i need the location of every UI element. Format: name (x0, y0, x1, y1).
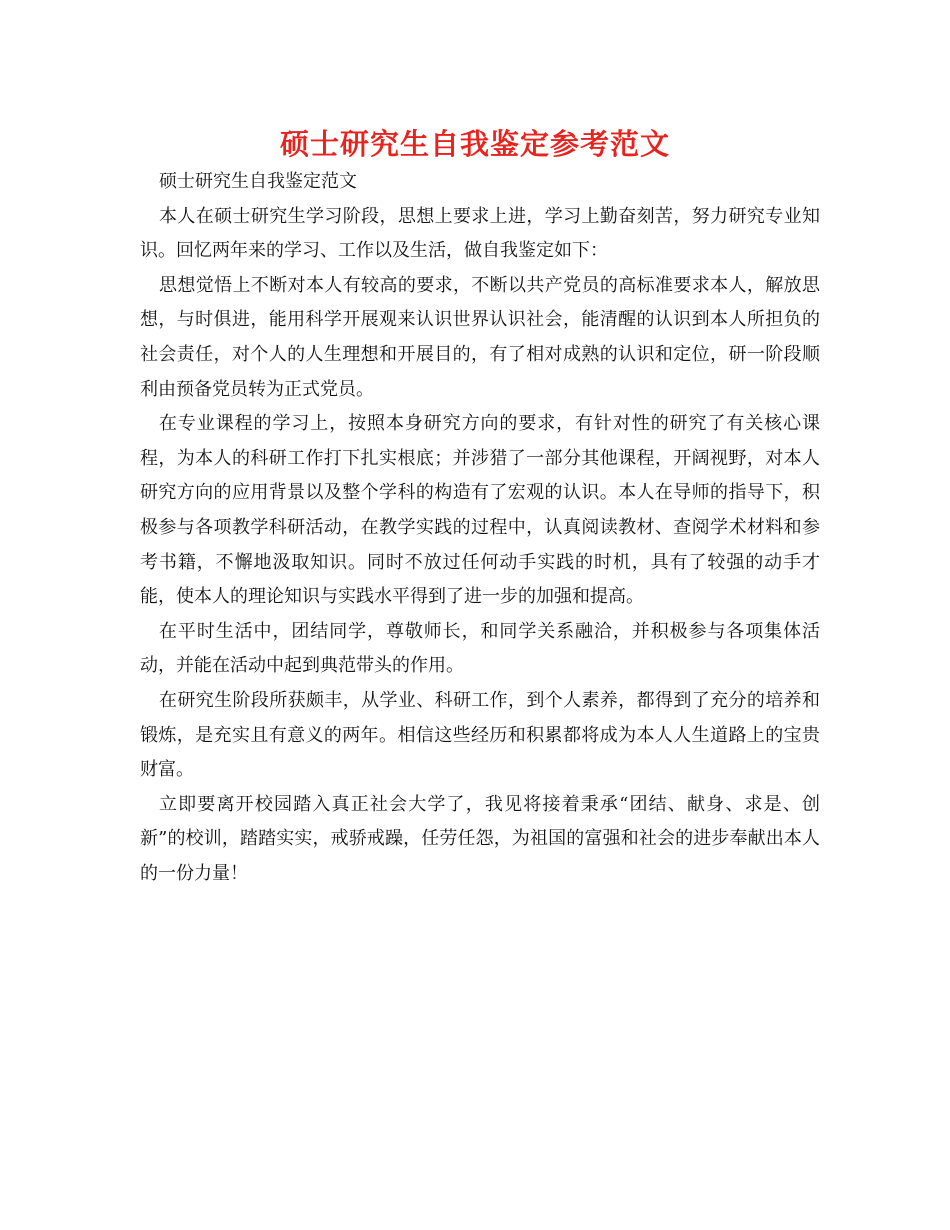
paragraph-closing: 立即要离开校园踏入真正社会大学了，我见将接着秉承“团结、献身、求是、创新”的校训，踏踏实实，戒骄戒躁，任劳任怨，为祖国的富强和社会的进步奉献出本人的一份力量！ (140, 793, 820, 884)
paragraph-intro: 本人在硕士研究生学习阶段，思想上要求上进，学习上勤奋刻苦，努力研究专业知识。回忆两年来的学习、工作以及生活，做自我鉴定如下： (140, 205, 820, 262)
paragraph-study: 在专业课程的学习上，按照本身研究方向的要求，有针对性的研究了有关核心课程，为本人的科研工作打下扎实根底；并涉猎了一部分其他课程，开阔视野，对本人研究方向的应用背景以及整个学科的构造有了宏观的认识。本人在导师的指导下，积极参与各项教学科研活动，在教学实践的过程中，认真阅读教材、查阅学术材料和参考书籍，不懈地汲取知识。同时不放过任何动手实践的时机，具有了较强的动手才能，使本人的理论知识与实践水平得到了进一步的加强和提高。 (140, 413, 820, 608)
document-subtitle: 硕士研究生自我鉴定范文 (159, 171, 357, 192)
document-body (140, 165, 820, 891)
paragraph-life: 在平时生活中，团结同学，尊敬师长，和同学关系融洽，并积极参与各项集体活动，并能在活动中起到典范带头的作用。 (140, 620, 820, 677)
paragraph-summary: 在研究生阶段所获颇丰，从学业、科研工作，到个人素养，都得到了充分的培养和锻炼，是充实且有意义的两年。相信这些经历和积累都将成为本人人生道路上的宝贵财富。 (140, 689, 820, 781)
paragraph-ideology: 思想觉悟上不断对本人有较高的要求，不断以共产党员的高标准要求本人，解放思想，与时俱进，能用科学开展观来认识世界认识社会，能清醒的认识到本人所担负的社会责任，对个人的人生理想和开展目的，有了相对成熟的认识和定位，研一阶段顺利由预备党员转为正式党员。 (140, 274, 820, 400)
document-title: 硕士研究生自我鉴定参考范文 (279, 127, 670, 161)
